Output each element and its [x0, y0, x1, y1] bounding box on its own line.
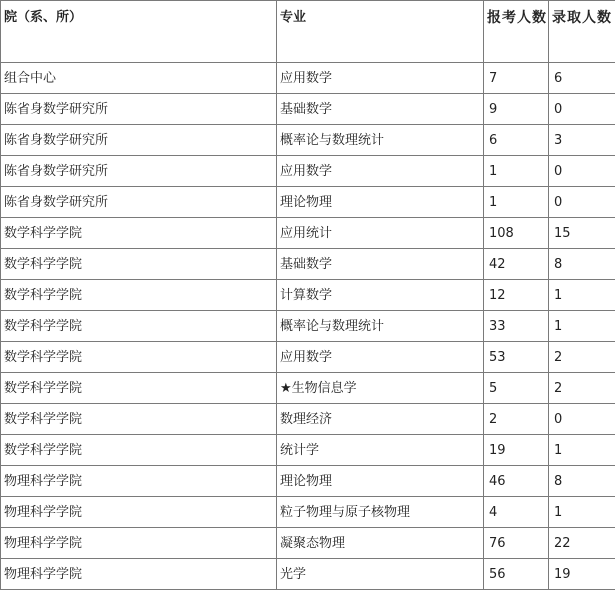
table-row [1, 218, 615, 249]
applicants-cell: 2 [484, 404, 549, 435]
admitted-cell: 1 [549, 280, 615, 311]
major-cell: 光学 [277, 559, 484, 590]
admitted-cell: 8 [549, 466, 615, 497]
department-cell: 物理科学学院 [1, 497, 277, 528]
department-cell: 组合中心 [1, 63, 277, 94]
admitted-cell: 1 [549, 435, 615, 466]
applicants-cell: 5 [484, 373, 549, 404]
applicants-cell: 76 [484, 528, 549, 559]
table-row [1, 373, 615, 404]
table-row [1, 559, 615, 590]
department-cell: 陈省身数学研究所 [1, 187, 277, 218]
applicants-cell: 9 [484, 94, 549, 125]
admitted-cell: 0 [549, 94, 615, 125]
admitted-cell: 19 [549, 559, 615, 590]
major-cell: 凝聚态物理 [277, 528, 484, 559]
table-header [1, 1, 615, 63]
department-cell: 物理科学学院 [1, 559, 277, 590]
admitted-cell: 0 [549, 404, 615, 435]
major-cell: 应用统计 [277, 218, 484, 249]
header-admitted: 录取人数 [549, 1, 615, 63]
admitted-cell: 2 [549, 373, 615, 404]
applicants-cell: 33 [484, 311, 549, 342]
department-cell: 物理科学学院 [1, 528, 277, 559]
admitted-cell: 6 [549, 63, 615, 94]
applicants-cell: 6 [484, 125, 549, 156]
applicants-cell: 12 [484, 280, 549, 311]
header-row [1, 1, 615, 63]
major-cell: ★生物信息学 [277, 373, 484, 404]
table-row [1, 466, 615, 497]
major-cell: 应用数学 [277, 342, 484, 373]
admitted-cell: 1 [549, 311, 615, 342]
department-cell: 数学科学学院 [1, 249, 277, 280]
major-cell: 数理经济 [277, 404, 484, 435]
table-row [1, 342, 615, 373]
applicants-cell: 7 [484, 63, 549, 94]
applicants-cell: 1 [484, 156, 549, 187]
admitted-cell: 22 [549, 528, 615, 559]
admitted-cell: 0 [549, 187, 615, 218]
major-cell: 计算数学 [277, 280, 484, 311]
major-cell: 概率论与数理统计 [277, 311, 484, 342]
table-row [1, 528, 615, 559]
table-row [1, 249, 615, 280]
admitted-cell: 3 [549, 125, 615, 156]
department-cell: 数学科学学院 [1, 373, 277, 404]
table-row [1, 156, 615, 187]
applicants-cell: 19 [484, 435, 549, 466]
major-cell: 应用数学 [277, 63, 484, 94]
table-row [1, 63, 615, 94]
admitted-cell: 0 [549, 156, 615, 187]
department-cell: 陈省身数学研究所 [1, 94, 277, 125]
applicants-cell: 42 [484, 249, 549, 280]
department-cell: 数学科学学院 [1, 342, 277, 373]
applicants-cell: 53 [484, 342, 549, 373]
department-cell: 数学科学学院 [1, 311, 277, 342]
admitted-cell: 8 [549, 249, 615, 280]
department-cell: 数学科学学院 [1, 218, 277, 249]
applicants-cell: 46 [484, 466, 549, 497]
table-row [1, 435, 615, 466]
major-cell: 粒子物理与原子核物理 [277, 497, 484, 528]
major-cell: 应用数学 [277, 156, 484, 187]
table-row [1, 497, 615, 528]
major-cell: 基础数学 [277, 249, 484, 280]
applicants-cell: 108 [484, 218, 549, 249]
table-row [1, 280, 615, 311]
applicants-cell: 1 [484, 187, 549, 218]
admitted-cell: 15 [549, 218, 615, 249]
table-row [1, 311, 615, 342]
department-cell: 陈省身数学研究所 [1, 125, 277, 156]
table-row [1, 125, 615, 156]
applicants-cell: 56 [484, 559, 549, 590]
table-row [1, 94, 615, 125]
major-cell: 概率论与数理统计 [277, 125, 484, 156]
applicants-cell: 4 [484, 497, 549, 528]
department-cell: 数学科学学院 [1, 404, 277, 435]
admitted-cell: 1 [549, 497, 615, 528]
table-row [1, 404, 615, 435]
department-cell: 数学科学学院 [1, 435, 277, 466]
header-applicants: 报考人数 [484, 1, 549, 63]
major-cell: 理论物理 [277, 466, 484, 497]
major-cell: 理论物理 [277, 187, 484, 218]
header-major: 专业 [277, 1, 484, 63]
table-row [1, 187, 615, 218]
major-cell: 基础数学 [277, 94, 484, 125]
table-body [1, 63, 615, 590]
department-cell: 物理科学学院 [1, 466, 277, 497]
department-cell: 数学科学学院 [1, 280, 277, 311]
major-cell: 统计学 [277, 435, 484, 466]
header-department: 院（系、所） [1, 1, 277, 63]
department-cell: 陈省身数学研究所 [1, 156, 277, 187]
admitted-cell: 2 [549, 342, 615, 373]
